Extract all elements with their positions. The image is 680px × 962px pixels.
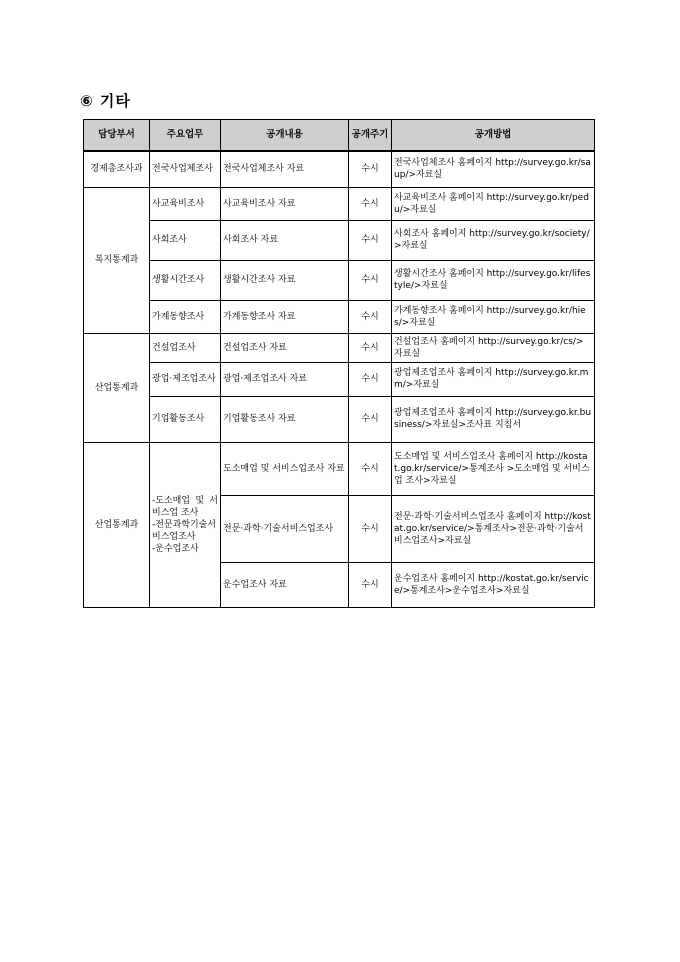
content-cell: 광업·제조업조사 자료: [221, 362, 349, 396]
content-cell: 운수업조사 자료: [221, 562, 349, 607]
header-content: 공개내용: [221, 120, 349, 152]
method-cell: 전국사업체조사 홈페이지 http://survey.go.kr/saup/>자료실: [392, 151, 595, 187]
method-cell: 사회조사 홈페이지 http://survey.go.kr/society/>자료실: [392, 220, 595, 260]
header-cycle: 공개주기: [349, 120, 392, 152]
dept-cell: 산업통계과: [84, 442, 150, 607]
dept-cell: 경제총조사과: [84, 151, 150, 187]
task-cell: 전국사업체조사: [150, 151, 221, 187]
content-cell: 전국사업체조사 자료: [221, 151, 349, 187]
cycle-cell: 수시: [349, 187, 392, 220]
cycle-cell: 수시: [349, 562, 392, 607]
section-title: ⑥ 기타: [80, 92, 131, 110]
method-cell: 건설업조사 홈페이지 http://survey.go.kr/cs/>자료실: [392, 333, 595, 362]
method-cell: 가계동향조사 홈페이지 http://survey.go.kr/hies/>자료실: [392, 300, 595, 333]
table-row: [84, 151, 595, 187]
header-dept: 담당부서: [84, 120, 150, 152]
dept-cell: 산업통계과: [84, 333, 150, 442]
cycle-cell: 수시: [349, 300, 392, 333]
method-cell: 운수업조사 홈페이지 http://kostat.go.kr/service/>통계조사>운수업조사>자료실: [392, 562, 595, 607]
task-cell: 생활시간조사: [150, 260, 221, 300]
content-cell: 전문·과학·기술서비스업조사: [221, 495, 349, 562]
table-header-row: [84, 120, 595, 152]
content-cell: 사교육비조사 자료: [221, 187, 349, 220]
method-cell: 생활시간조사 홈페이지 http://survey.go.kr/lifestyle/>자료실: [392, 260, 595, 300]
header-task: 주요업무: [150, 120, 221, 152]
cycle-cell: 수시: [349, 333, 392, 362]
content-cell: 도소매업 및 서비스업조사 자료: [221, 442, 349, 495]
task-cell: 사회조사: [150, 220, 221, 260]
method-cell: 전문·과학·기술서비스업조사 홈페이지 http://kostat.go.kr/service/>통계조사>전문·과학·기술서비스업조사>자료실: [392, 495, 595, 562]
table-row: [84, 300, 595, 333]
header-method: 공개방법: [392, 120, 595, 152]
task-line: -전문과학기술서비스업조사: [152, 519, 217, 542]
method-cell: 광업제조업조사 홈페이지 http://survey.go.kr.business/>자료실>조사표 지침서: [392, 396, 595, 442]
content-cell: 사회조사 자료: [221, 220, 349, 260]
task-line: -도소매업 및 서비스업 조사: [152, 495, 218, 518]
cycle-cell: 수시: [349, 495, 392, 562]
table-row: [84, 396, 595, 442]
task-cell: [150, 442, 221, 607]
task-cell: 기업활동조사: [150, 396, 221, 442]
task-cell: 사교육비조사: [150, 187, 221, 220]
method-cell: 광업제조업조사 홈페이지 http://survey.go.kr.mm/>자료실: [392, 362, 595, 396]
cycle-cell: 수시: [349, 396, 392, 442]
cycle-cell: 수시: [349, 260, 392, 300]
task-cell: 광업·제조업조사: [150, 362, 221, 396]
content-cell: 기업활동조사 자료: [221, 396, 349, 442]
cycle-cell: 수시: [349, 362, 392, 396]
table-row: [84, 362, 595, 396]
disclosure-table: [83, 119, 595, 608]
cycle-cell: 수시: [349, 442, 392, 495]
task-cell: 가계동향조사: [150, 300, 221, 333]
method-cell: 사교육비조사 홈페이지 http://survey.go.kr/pedu/>자료실: [392, 187, 595, 220]
table-row: [84, 260, 595, 300]
content-cell: 가계동향조사 자료: [221, 300, 349, 333]
table-row: [84, 333, 595, 362]
table-row: [84, 442, 595, 495]
method-cell: 도소매업 및 서비스업조사 홈페이지 http://kostat.go.kr/service/>통계조사 >도소매업 및 서비스업 조사>자료실: [392, 442, 595, 495]
table-row: [84, 187, 595, 220]
dept-cell: 복지통계과: [84, 187, 150, 333]
content-cell: 생활시간조사 자료: [221, 260, 349, 300]
cycle-cell: 수시: [349, 220, 392, 260]
table-row: [84, 220, 595, 260]
content-cell: 건설업조사 자료: [221, 333, 349, 362]
task-line: -운수업조사: [152, 543, 199, 554]
task-cell: 건설업조사: [150, 333, 221, 362]
cycle-cell: 수시: [349, 151, 392, 187]
